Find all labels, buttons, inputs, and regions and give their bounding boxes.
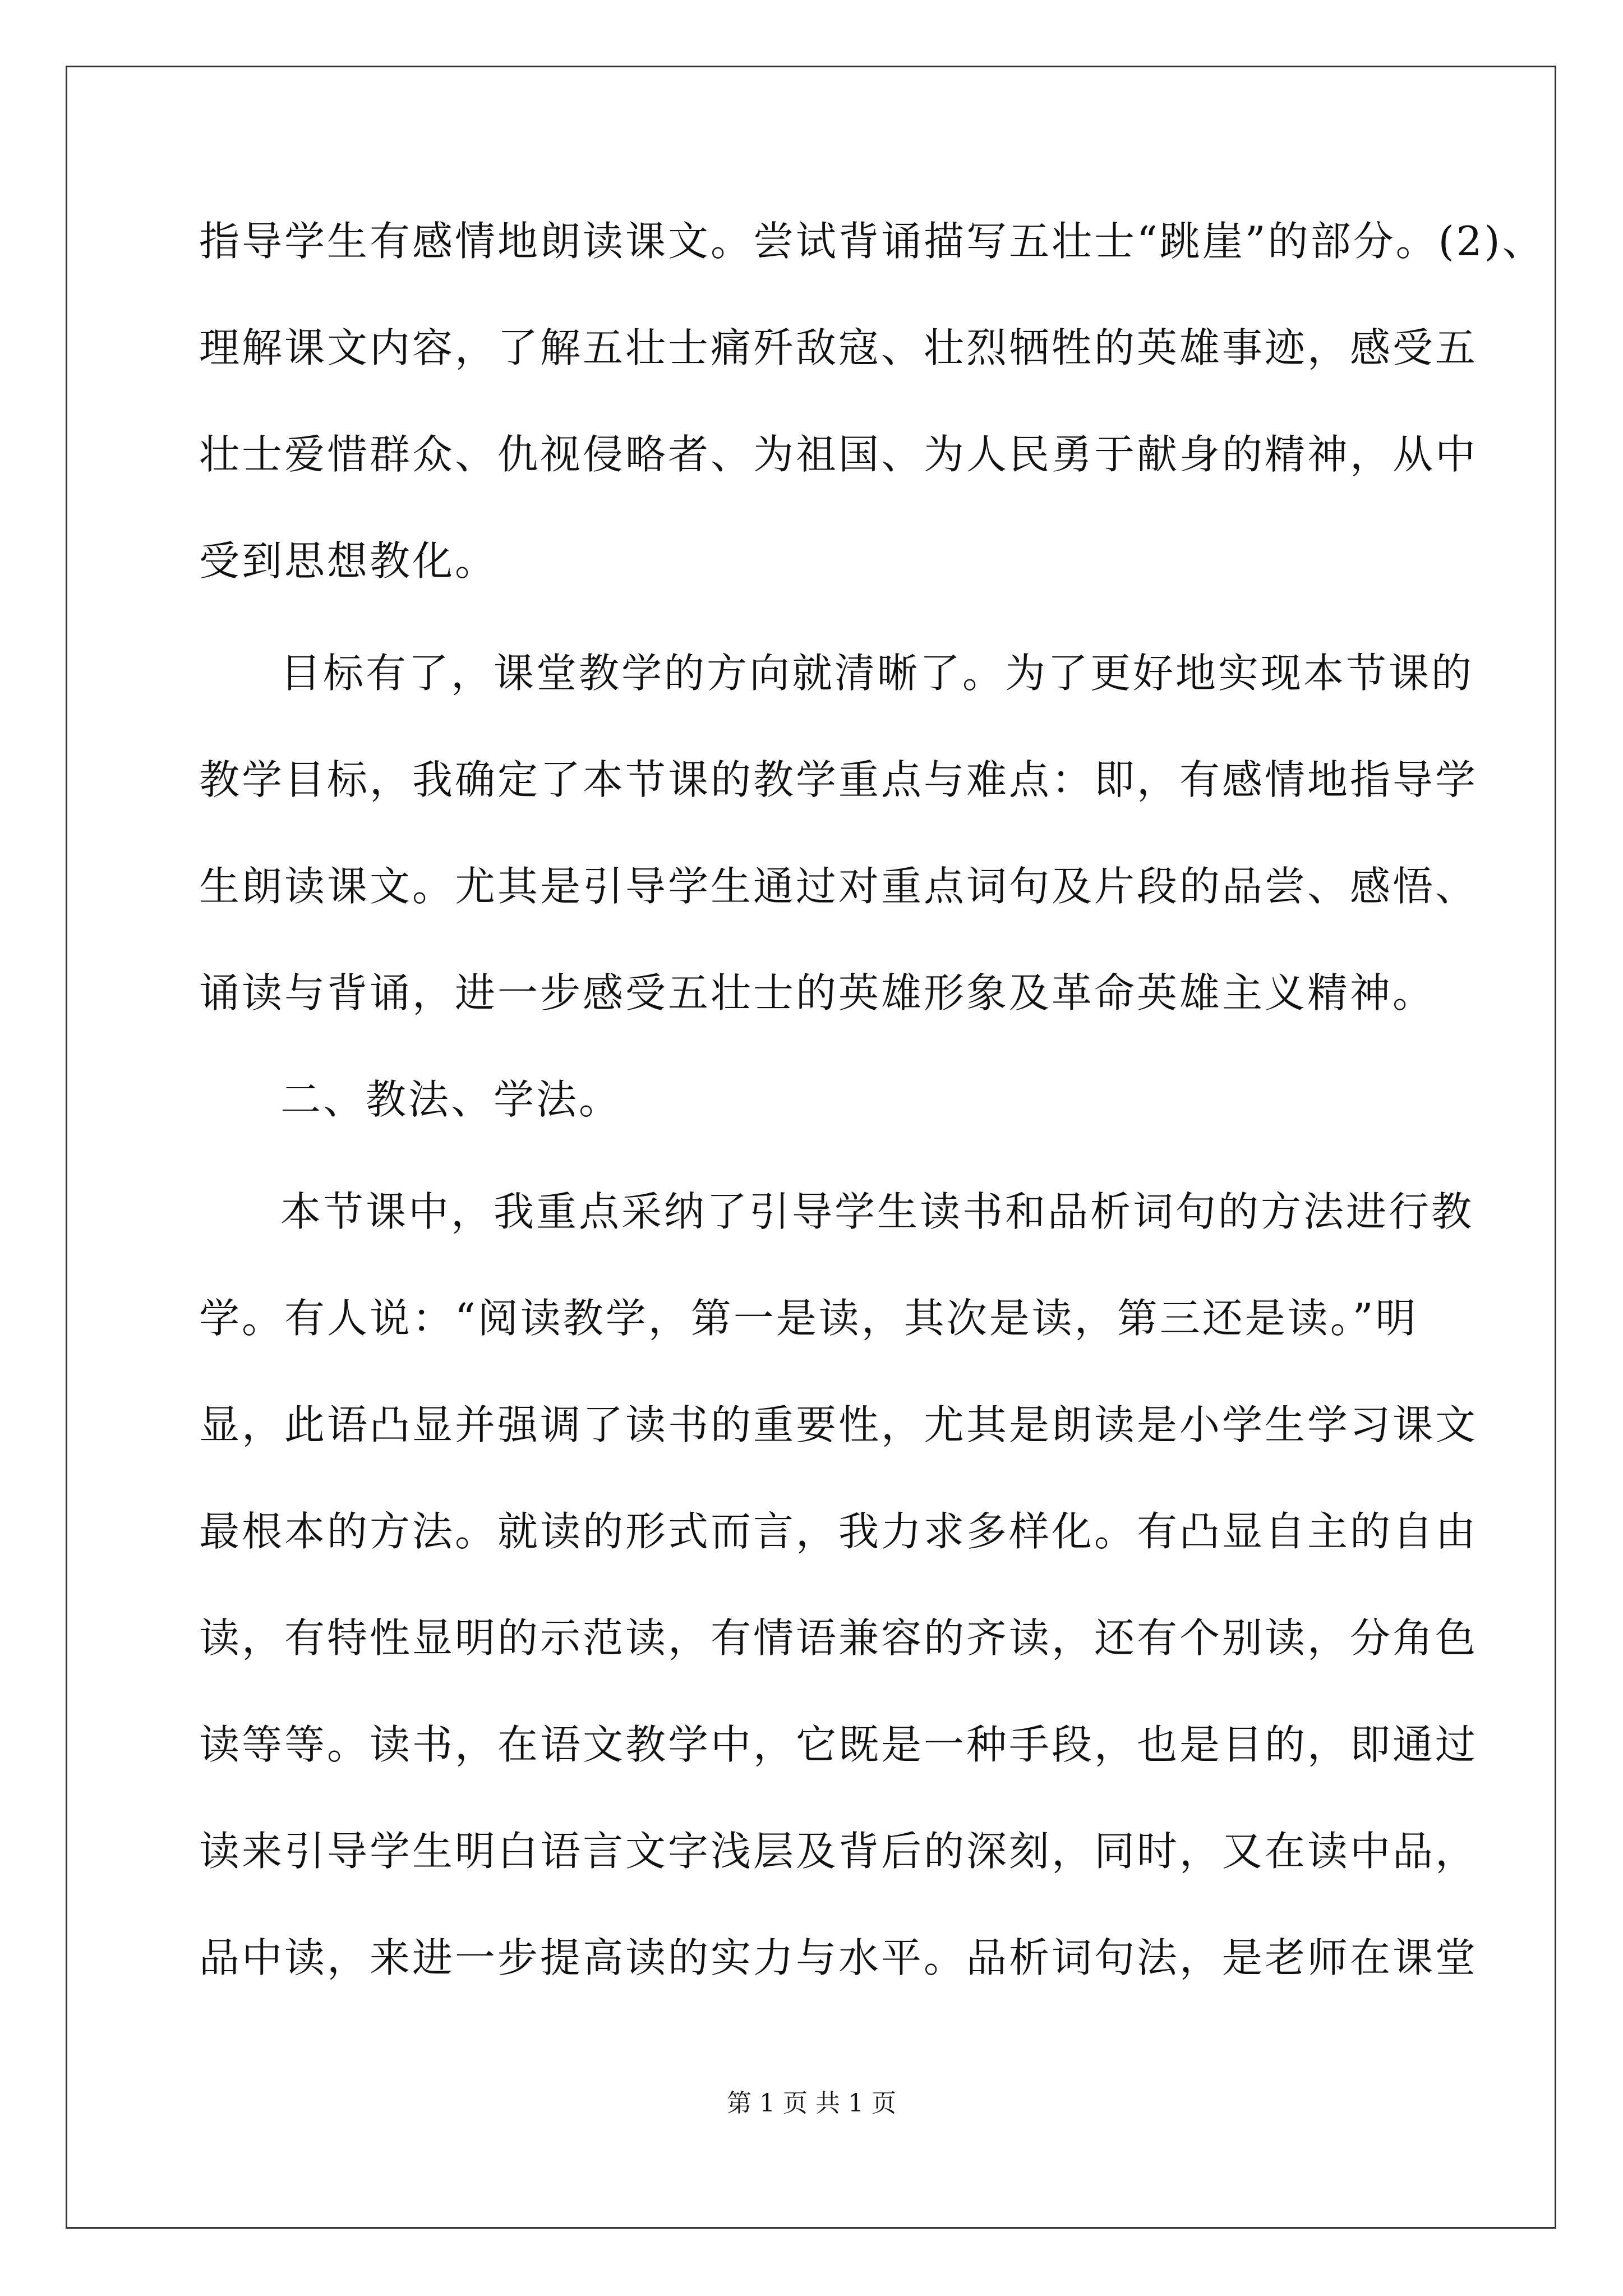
text-line-2: 理解课文内容，了解五壮士痛歼敌寇、壮烈牺牲的英雄事迹，感受五 xyxy=(199,324,1478,371)
page-border xyxy=(66,66,1556,2229)
text-line-16: 读来引导学生明白语言文字浅层及背后的深刻，同时，又在读中品， xyxy=(199,1828,1478,1875)
text-line-11: 学。有人说：“阅读教学，第一是读，其次是读，第三还是读。”明 xyxy=(199,1295,1418,1342)
text-line-3: 壮士爱惜群众、仇视侵略者、为祖国、为人民勇于献身的精神，从中 xyxy=(199,431,1478,478)
page-footer: 第 1 页 共 1 页 xyxy=(727,2089,896,2118)
text-line-6: 教学目标，我确定了本节课的教学重点与难点：即，有感情地指导学 xyxy=(199,756,1478,803)
text-line-17: 品中读，来进一步提高读的实力与水平。品析词句法，是老师在课堂 xyxy=(199,1934,1478,1981)
text-line-15: 读等等。读书，在语文教学中，它既是一种手段，也是目的，即通过 xyxy=(199,1721,1478,1768)
text-line-13: 最根本的方法。就读的形式而言，我力求多样化。有凸显自主的自由 xyxy=(199,1508,1478,1555)
text-line-4: 受到思想教化。 xyxy=(199,537,498,585)
text-line-5: 目标有了，课堂教学的方向就清晰了。为了更好地实现本节课的 xyxy=(280,650,1474,697)
text-line-8: 诵读与背诵，进一步感受五壮士的英雄形象及革命英雄主义精神。 xyxy=(199,969,1436,1016)
text-line-10: 本节课中，我重点采纳了引导学生读书和品析词句的方法进行教 xyxy=(280,1188,1474,1235)
text-line-1: 指导学生有感情地朗读课文。尝试背诵描写五壮士“跳崖”的部分。(2)、 xyxy=(199,218,1545,265)
text-line-7: 生朗读课文。尤其是引导学生通过对重点词句及片段的品尝、感悟、 xyxy=(199,863,1478,910)
text-line-12: 显，此语凸显并强调了读书的重要性，尤其是朗读是小学生学习课文 xyxy=(199,1401,1478,1448)
text-line-9: 二、教法、学法。 xyxy=(280,1076,622,1123)
text-line-14: 读，有特性显明的示范读，有情语兼容的齐读，还有个别读，分角色 xyxy=(199,1614,1478,1662)
